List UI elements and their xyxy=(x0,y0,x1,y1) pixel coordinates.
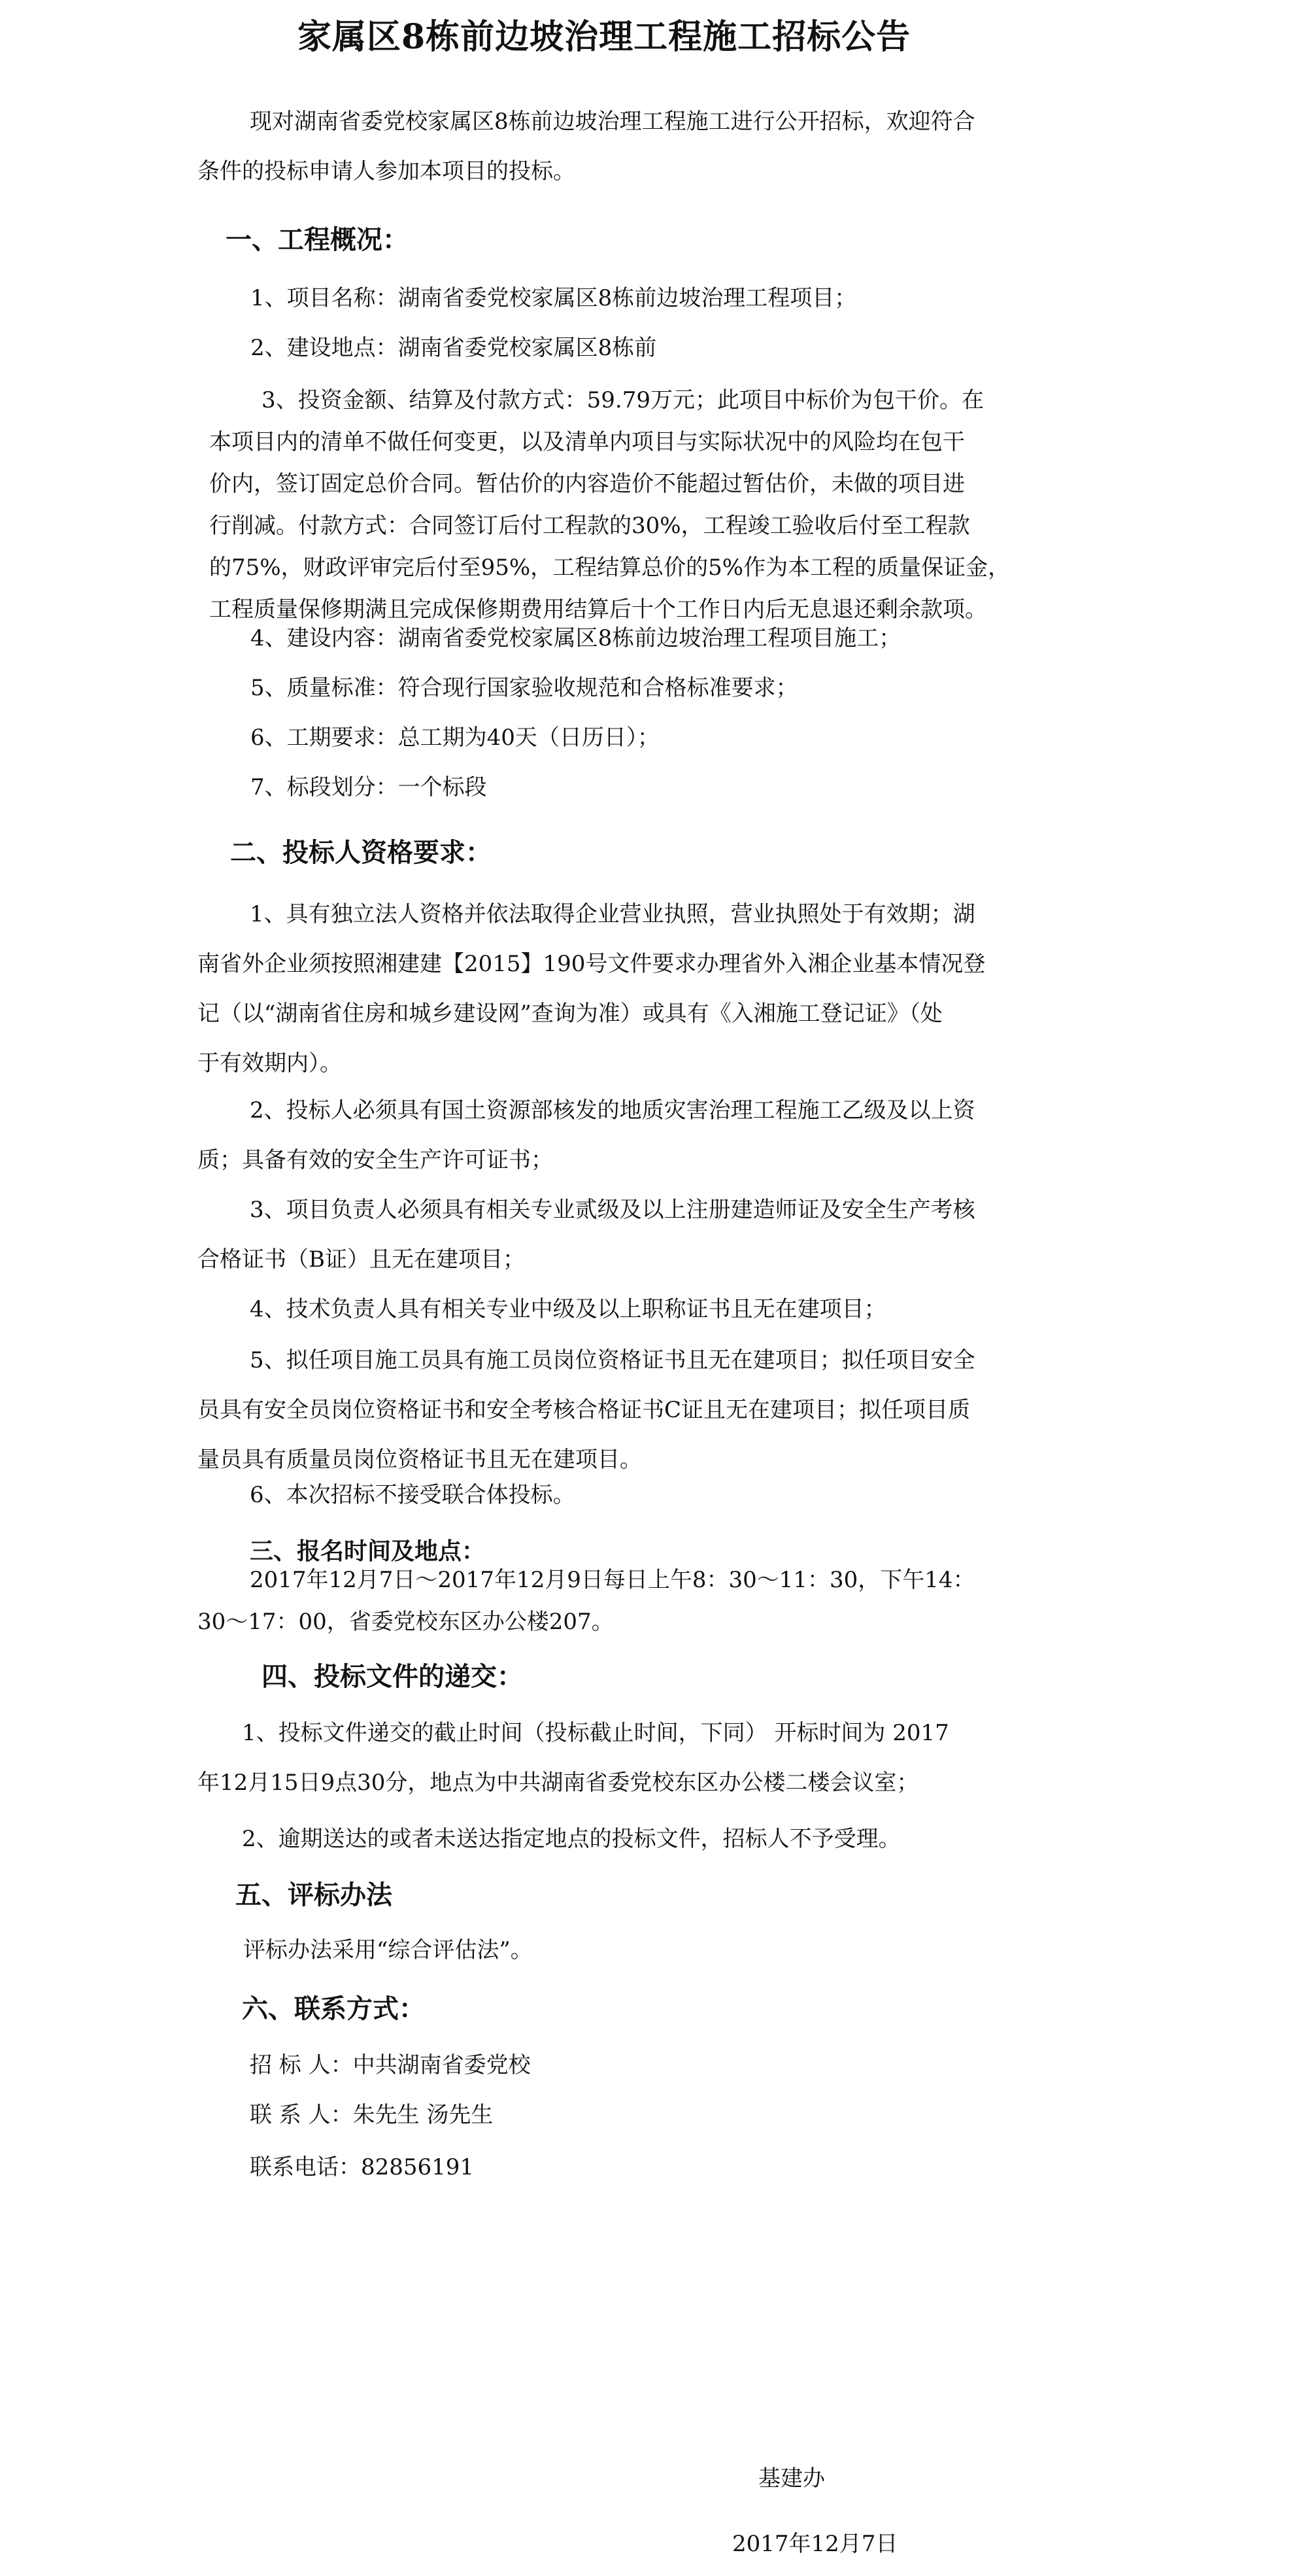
submission-item-1 xyxy=(197,1708,949,1808)
intro-paragraph xyxy=(197,97,975,196)
overview-item-quality: 5、质量标准：符合现行国家验收规范和合格标准要求； xyxy=(250,675,798,701)
qualification-line: 于有效期内）。 xyxy=(197,1050,342,1076)
qualification-item-2 xyxy=(197,1086,975,1185)
submission-item-2: 2、逾期送达的或者未送达指定地点的投标文件，招标人不予受理。 xyxy=(242,1826,901,1852)
qualification-line: 质；具备有效的安全生产许可证书； xyxy=(197,1147,553,1173)
contact-tenderer: 招 标 人：中共湖南省委党校 xyxy=(250,2052,531,2078)
section-heading-submission: 四、投标文件的递交： xyxy=(261,1661,523,1692)
investment-line: 价内，签订固定总价合同。暂估价的内容造价不能超过暂估价，未做的项目进 xyxy=(209,471,965,497)
section-heading-registration: 三、报名时间及地点： xyxy=(250,1537,486,1565)
qualification-line: 量员具有质量员岗位资格证书且无在建项目。 xyxy=(197,1447,642,1473)
qualification-item-4: 4、技术负责人具有相关专业中级及以上职称证书且无在建项目； xyxy=(250,1296,886,1322)
section-heading-evaluation: 五、评标办法 xyxy=(235,1880,392,1910)
qualification-item-1 xyxy=(197,889,985,1088)
signature-date: 2017年12月7日 xyxy=(732,2531,898,2557)
investment-line: 3、投资金额、结算及付款方式：59.79万元；此项目中标价为包干价。在 xyxy=(261,387,984,413)
evaluation-text: 评标办法采用“综合评估法”。 xyxy=(243,1937,533,1963)
overview-item-investment xyxy=(209,379,1010,630)
qualification-line: 员具有安全员岗位资格证书和安全考核合格证书C证且无在建项目；拟任项目质 xyxy=(197,1397,971,1423)
investment-line: 工程质量保修期满且完成保修期费用结算后十个工作日内后无息退还剩余款项。 xyxy=(209,596,987,623)
qualification-line: 5、拟任项目施工员具有施工员岗位资格证书且无在建项目；拟任项目安全 xyxy=(250,1347,975,1373)
qualification-line: 1、具有独立法人资格并依法取得企业营业执照，营业执照处于有效期；湖 xyxy=(250,901,975,927)
contact-phone: 联系电话：82856191 xyxy=(250,2154,475,2180)
overview-item-project-name: 1、项目名称：湖南省委党校家属区8栋前边坡治理工程项目； xyxy=(250,285,857,311)
qualification-line: 记（以“湖南省住房和城乡建设网”查询为准）或具有《入湘施工登记证》（处 xyxy=(197,1001,943,1027)
qualification-item-6: 6、本次招标不接受联合体投标。 xyxy=(250,1482,575,1508)
qualification-line: 南省外企业须按照湘建建【2015】190号文件要求办理省外入湘企业基本情况登 xyxy=(197,951,986,977)
section-heading-qualification: 二、投标人资格要求： xyxy=(230,837,492,868)
overview-item-duration: 6、工期要求：总工期为40天（日历日）； xyxy=(250,725,660,751)
intro-line: 条件的投标申请人参加本项目的投标。 xyxy=(197,158,575,184)
registration-line: 2017年12月7日～2017年12月9日每日上午8：30～11：30，下午14： xyxy=(250,1567,975,1593)
qualification-line: 3、项目负责人必须具有相关专业贰级及以上注册建造师证及安全生产考核 xyxy=(250,1197,975,1223)
registration-text xyxy=(197,1559,975,1643)
investment-line: 的75%，财政评审完后付至95%，工程结算总价的5%作为本工程的质量保证金， xyxy=(209,555,1011,581)
qualification-item-5 xyxy=(197,1335,975,1485)
qualification-item-3 xyxy=(197,1185,975,1284)
overview-item-lots: 7、标段划分：一个标段 xyxy=(250,774,487,800)
contact-person: 联 系 人：朱先生 汤先生 xyxy=(250,2102,494,2128)
signature-department: 基建办 xyxy=(758,2465,825,2492)
investment-line: 本项目内的清单不做任何变更，以及清单内项目与实际状况中的风险均在包干 xyxy=(209,429,965,455)
intro-line: 现对湖南省委党校家属区8栋前边坡治理工程施工进行公开招标，欢迎符合 xyxy=(250,109,975,135)
registration-line: 30～17：00，省委党校东区办公楼207。 xyxy=(197,1609,614,1635)
page-title: 家属区8栋前边坡治理工程施工招标公告 xyxy=(297,17,911,57)
qualification-line: 合格证书（B证）且无在建项目； xyxy=(197,1246,525,1273)
overview-item-content: 4、建设内容：湖南省委党校家属区8栋前边坡治理工程项目施工； xyxy=(250,625,901,651)
submission-line: 1、投标文件递交的截止时间（投标截止时间，下同） 开标时间为 2017 xyxy=(242,1720,949,1746)
section-heading-contact: 六、联系方式： xyxy=(242,1993,425,2024)
section-heading-overview: 一、工程概况： xyxy=(226,224,409,255)
submission-line: 年12月15日9点30分，地点为中共湖南省委党校东区办公楼二楼会议室； xyxy=(197,1770,919,1796)
overview-item-location: 2、建设地点：湖南省委党校家属区8栋前 xyxy=(250,335,657,361)
investment-line: 行削减。付款方式：合同签订后付工程款的30%，工程竣工验收后付至工程款 xyxy=(209,513,970,539)
qualification-line: 2、投标人必须具有国土资源部核发的地质灾害治理工程施工乙级及以上资 xyxy=(250,1097,975,1124)
